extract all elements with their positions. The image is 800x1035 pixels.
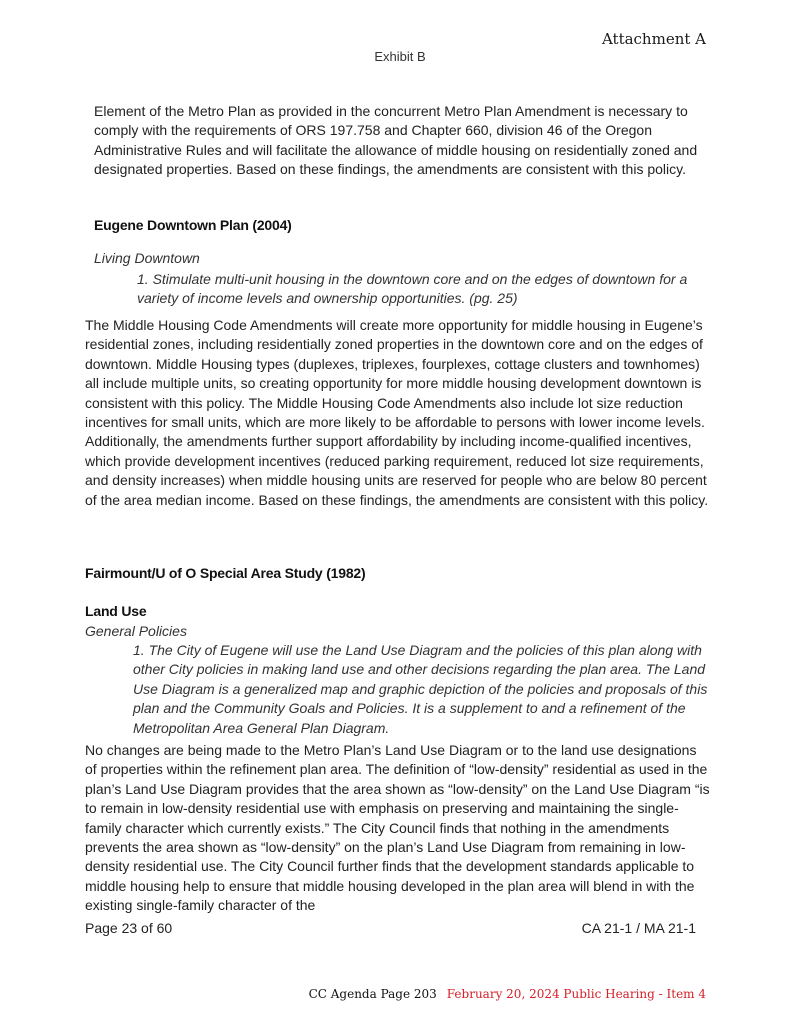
section-heading-downtown-plan: Eugene Downtown Plan (2004) <box>94 217 292 233</box>
section-subheading-land-use: Land Use <box>85 603 147 619</box>
policy-quote-land-use: 1. The City of Eugene will use the Land Use Diagram and the policies of this plan along with other City policies in making land use and other decisions regarding the plan area. The Land Use Diagram is a generalized map and graphic depiction of the policies and proposals of this plan and the Community Goals and Policies. It is a supplement to and a refinement of the Metropolitan Area General Plan Diagram. <box>133 642 708 736</box>
page-number: Page 23 of 60 <box>85 920 173 936</box>
agenda-footer <box>309 987 706 1001</box>
intro-paragraph: Element of the Metro Plan as provided in the concurrent Metro Plan Amendment is necessary to comply with the requirements of ORS 197.758 and Chapter 660, division 46 of the Oregon Administrative Rules and will facilitate the allowance of middle housing on residentially zoned and designated properties. Based on these findings, the amendments are consistent with this policy. <box>94 103 698 178</box>
agenda-page-label: CC Agenda Page 203 <box>308 987 437 1001</box>
policy-label-general: General Policies <box>85 623 187 639</box>
exhibit-label: Exhibit B <box>374 49 426 64</box>
case-number: CA 21-1 / MA 21-1 <box>581 920 696 936</box>
public-hearing-label: February 20, 2024 Public Hearing - Item 4 <box>446 987 706 1001</box>
section-subheading-living-downtown: Living Downtown <box>94 250 200 266</box>
findings-paragraph-land-use: No changes are being made to the Metro Plan’s Land Use Diagram or to the land use designations of properties within the refinement plan area. The definition of “low-density” residential as used in the plan’s Land Use Diagram provides that the area shown as “low-density” on the Land Use Diagram “is to remain in low-density residential use with emphasis on preserving and maintaining the single-family character which currently exists.” The City Council finds that nothing in the amendments prevents the area shown as “low-density” on the plan’s Land Use Diagram from remaining in low-density residential use. The City Council further finds that the development standards applicable to middle housing help to ensure that middle housing developed in the plan area will blend in with the existing single-family character of the <box>85 742 710 914</box>
policy-quote-downtown: 1. Stimulate multi-unit housing in the downtown core and on the edges of downtown for a variety of income levels and ownership opportunities. (pg. 25) <box>137 271 688 307</box>
findings-paragraph-downtown: The Middle Housing Code Amendments will create more opportunity for middle housing in Eugene’s residential zones, including residentially zoned properties in the downtown core and on the edges of downtown. Middle Housing types (duplexes, triplexes, fourplexes, cottage clusters and townhomes) all include multiple units, so creating opportunity for more middle housing development downtown is consistent with this policy. The Middle Housing Code Amendments also include lot size reduction incentives for small units, which are more likely to be affordable to persons with lower income levels. Additionally, the amendments further support affordability by including income-qualified incentives, which provide development incentives (reduced parking requirement, reduced lot size requirements, and density increases) when middle housing units are reserved for people who are below 80 percent of the area median income. Based on these findings, the amendments are consistent with this policy. <box>85 317 709 508</box>
section-heading-fairmount-study: Fairmount/U of O Special Area Study (1982) <box>85 565 366 581</box>
attachment-label: Attachment A <box>601 30 706 48</box>
